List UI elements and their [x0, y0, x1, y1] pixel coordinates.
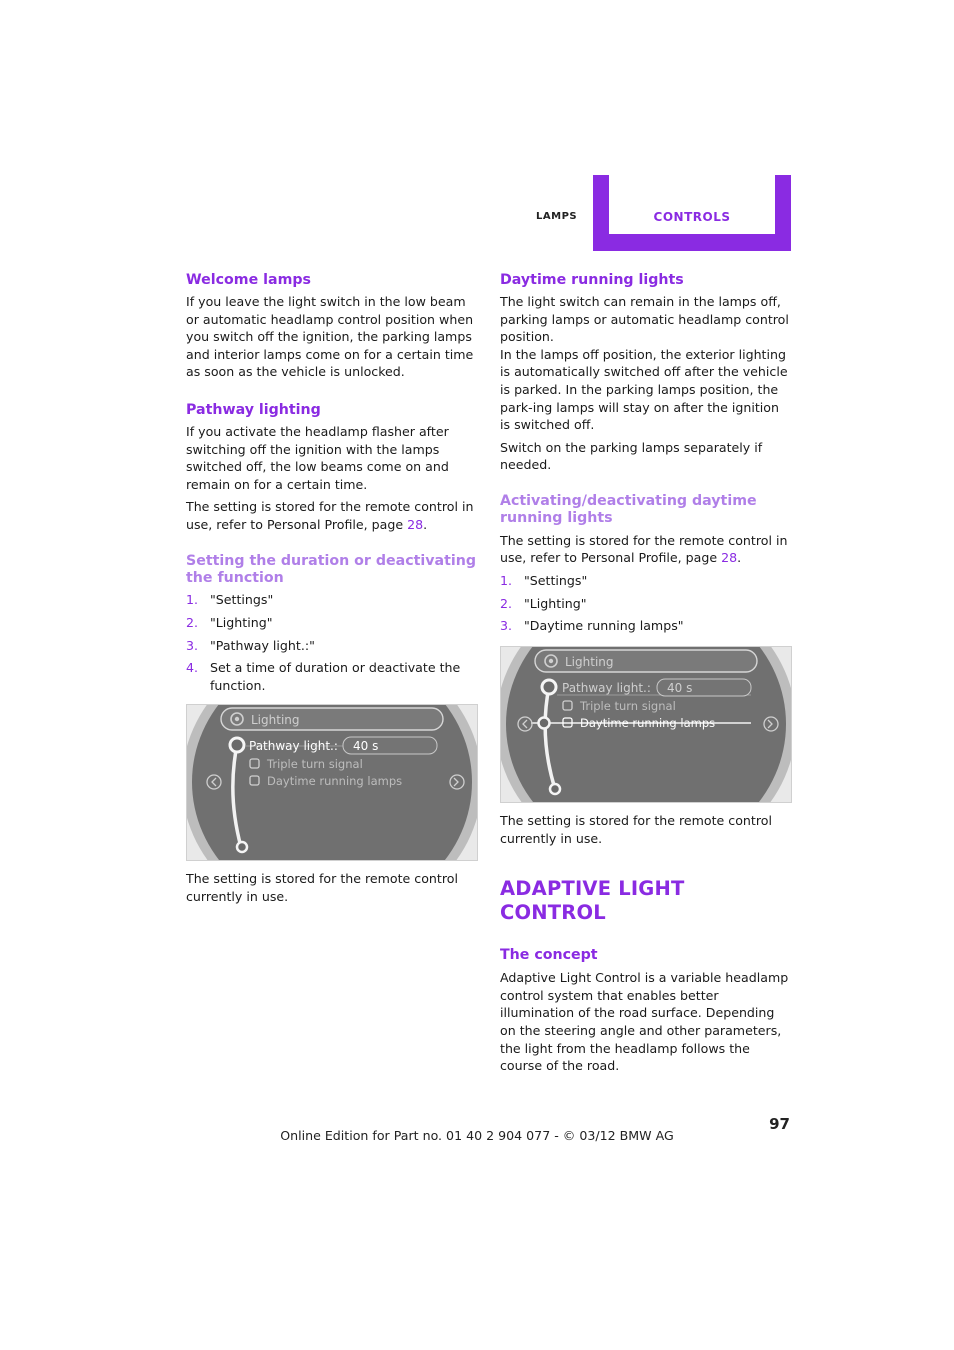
step-number: 3. [186, 637, 199, 653]
welcome-lamps-text: If you leave the light switch in the low beam or automatic headlamp control position when you switch off the ignition, the parking lamps and interior lamps come on for a certain time as soon as the vehicle is unlocked. [186, 294, 474, 380]
activating-steps-list [500, 572, 792, 635]
step-number: 4. [186, 660, 199, 676]
lighting-menu-screenshot-pathway [186, 704, 478, 861]
running-header-chapter: CONTROLS [653, 210, 731, 224]
list-item [500, 595, 792, 613]
screen-menu-title: Lighting [565, 655, 614, 669]
activating-stored-prefix: The setting is stored for the remote control in use, refer to Personal Profile, page [500, 532, 788, 566]
daytime-running-text-2: In the lamps off position, the exterior lighting is automatically switched off after the vehicle is parked. In the parking lamps position, the park-ing lamps will stay on after the ignition is switched off. [500, 346, 788, 433]
adaptive-light-control-heading: ADAPTIVE LIGHT CONTROL [500, 877, 685, 925]
list-item [186, 591, 478, 609]
list-item [500, 617, 792, 635]
personal-profile-page-link[interactable]: 28 [407, 516, 424, 532]
pathway-stored-text [186, 498, 478, 533]
screen-option-triple-turn: Triple turn signal [267, 757, 363, 771]
duration-steps-list [186, 591, 478, 694]
screen-pathway-label: Pathway light.: [249, 739, 338, 753]
list-item [186, 614, 478, 632]
step-text: "Lighting" [210, 614, 273, 630]
list-item [186, 637, 478, 655]
step-text: "Settings" [210, 592, 274, 608]
screen-option-daytime: Daytime running lamps [267, 774, 403, 788]
screen-pathway-value: 40 s [353, 739, 379, 753]
pathway-lighting-text: If you activate the headlamp flasher after switching off the ignition with the lamps switched off, the low beams come on and remain on for a certain time. [186, 423, 449, 492]
daytime-running-heading: Daytime running lights [500, 272, 684, 288]
personal-profile-page-link[interactable]: 28 [721, 550, 738, 566]
daytime-running-text-1: The light switch can remain in the lamps off, parking lamps or automatic headlamp control position. [500, 294, 789, 345]
step-number: 2. [500, 595, 513, 611]
screen-menu-title: Lighting [251, 713, 300, 727]
duration-heading: Setting the duration or deactivating the function [186, 552, 476, 586]
right-column [500, 271, 792, 635]
screen-pathway-value: 40 s [667, 681, 693, 695]
step-number: 1. [186, 592, 199, 608]
list-item [500, 572, 792, 590]
step-text: "Daytime running lamps" [524, 618, 684, 634]
daytime-running-text-3: Switch on the parking lamps separately if needed. [500, 439, 763, 473]
step-text: "Settings" [524, 572, 588, 588]
step-text: "Pathway light.:" [210, 637, 315, 653]
left-caption: The setting is stored for the remote control currently in use. [186, 871, 458, 904]
pathway-lighting-heading: Pathway lighting [186, 401, 321, 418]
welcome-lamps-heading: Welcome lamps [186, 272, 311, 288]
running-header-section: LAMPS [536, 211, 578, 222]
activating-stored-text [500, 532, 792, 567]
step-number: 3. [500, 618, 513, 634]
activating-heading: Activating/deactivating daytime running lights [500, 492, 757, 527]
concept-heading: The concept [500, 947, 598, 964]
right-column-lower [500, 812, 792, 1075]
screen-option-triple-turn: Triple turn signal [580, 699, 676, 713]
footer-edition: Online Edition for Part no. 01 40 2 904 077 - © 03/12 BMW AG [280, 1128, 674, 1143]
chapter-tab-inner [609, 175, 775, 234]
step-text: Set a time of duration or deactivate the function. [210, 660, 461, 693]
step-number: 2. [186, 614, 199, 630]
step-text: "Lighting" [524, 595, 587, 611]
control-display-graphic [501, 647, 791, 802]
screen-option-daytime: Daytime running lamps [580, 716, 716, 730]
concept-text: Adaptive Light Control is a variable headlamp control system that enables better illumination of the road surface. Depending on the steering angle and other parameters, the light from the headlamp follows the course of the road. [500, 970, 789, 1074]
page-number: 97 [769, 1115, 790, 1133]
pathway-stored-suffix: . [423, 516, 428, 532]
list-item [186, 659, 478, 694]
pathway-stored-prefix: The setting is stored for the remote control in use, refer to Personal Profile, page [186, 499, 474, 532]
control-display-graphic [187, 705, 477, 860]
activating-stored-suffix: . [737, 550, 742, 566]
selection-knob-icon [542, 680, 556, 694]
step-number: 1. [500, 572, 513, 588]
right-caption: The setting is stored for the remote control currently in use. [500, 813, 772, 846]
left-column [186, 271, 478, 694]
screen-pathway-label: Pathway light.: [562, 681, 651, 695]
lighting-menu-screenshot-daytime [500, 646, 792, 803]
selection-knob-icon [230, 738, 244, 752]
